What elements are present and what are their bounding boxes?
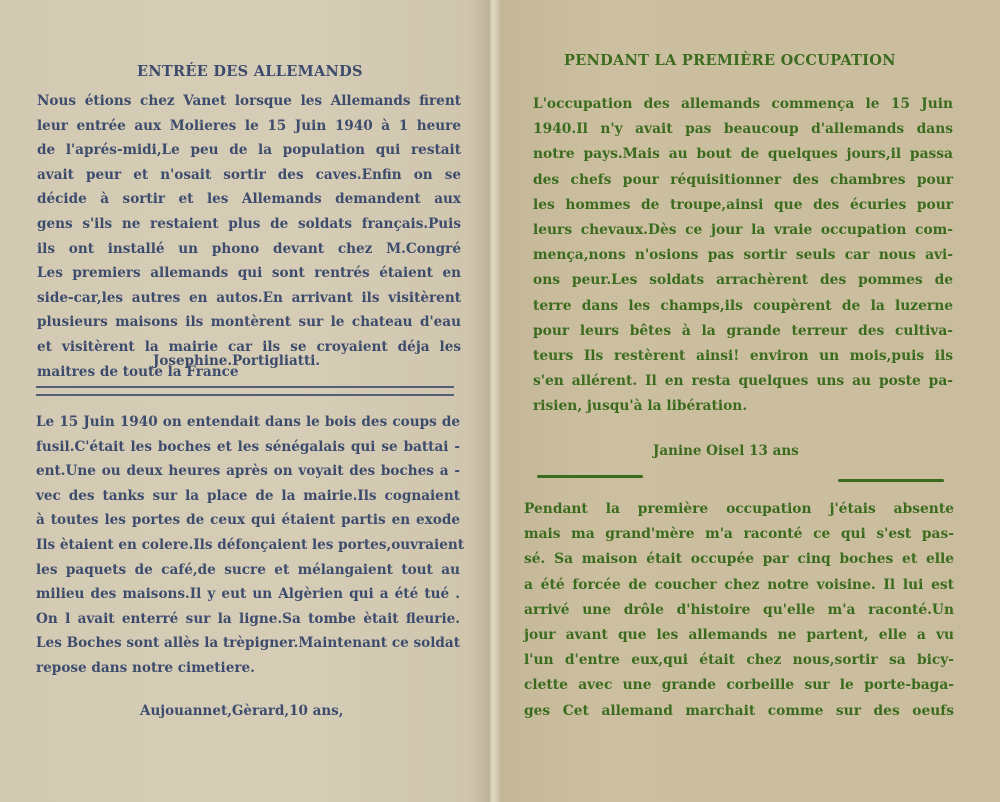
text-line: leur entrée aux Molieres le 15 Juin 1940 à 1 heure [37, 117, 461, 134]
divider-right [838, 479, 944, 482]
text-line: Le 15 Juin 1940 on entendait dans le bois des coups de [36, 414, 460, 430]
right-story-1 [533, 92, 953, 419]
text-line: milieu des maisons.Il y eut un Algèrien qui a été tué . [36, 586, 460, 603]
text-line: ges Cet allemand marchait comme sur des oeufs [524, 702, 954, 719]
left-story-2 [36, 410, 465, 681]
text-line: L'occupation des allemands commença le 15 Juin [533, 96, 953, 112]
section-divider [36, 386, 454, 396]
signature-josephine: Josephine.Portigliatti. [153, 353, 321, 369]
text-line: pour leurs bêtes à la grande terreur des cultiva- [533, 322, 953, 339]
text-line: mais ma grand'mère m'a raconté ce qui s'est pas- [524, 526, 954, 543]
text-line: teurs Ils restèrent ainsi! environ un mois,puis ils [533, 347, 953, 364]
text-line: plusieurs maisons ils montèrent sur le chateau d'eau [37, 314, 461, 331]
text-line: jour avant que les allemands ne partent, elle a vu [524, 626, 954, 643]
text-line: side-car,les autres en autos.En arrivant ils visitèrent [37, 289, 461, 306]
right-page-title: PENDANT LA PREMIÈRE OCCUPATION [564, 52, 896, 69]
text-line: ils ont installé un phono devant chez M.Congré [37, 240, 461, 257]
text-line: s'en allérent. Il en resta quelques uns au poste pa- [533, 373, 953, 390]
text-line: 1940.Il n'y avait pas beaucoup d'allemands dans [533, 121, 953, 138]
text-line: repose dans notre cimetiere. [36, 659, 255, 676]
text-line: Pendant la première occupation j'étais absente [524, 501, 954, 517]
text-line: gens s'ils ne restaient plus de soldats français.Puis [37, 215, 461, 232]
text-line: les hommes de troupe,ainsi que des écuries pour [533, 196, 953, 213]
text-line: risien, jusqu'à la libération. [533, 398, 748, 415]
text-line: maitres de toute la France [37, 363, 239, 380]
text-line: de l'aprés-midi,Le peu de la population qui restait [37, 142, 461, 159]
right-story-2 [524, 497, 954, 724]
left-page [0, 0, 488, 802]
text-line: fusil.C'était les boches et les sénégalais qui se battai - [36, 438, 460, 455]
text-line: l'un d'entre eux,qui était chez nous,sortir sa bicy- [524, 652, 954, 669]
text-line: Les Boches sont allès la trèpigner.Maintenant ce soldat [36, 635, 460, 652]
text-line: sé. Sa maison était occupée par cinq boches et elle [524, 551, 954, 568]
text-line: mença,nons n'osions pas sortir seuls car nous avi- [533, 247, 953, 264]
text-line: avait peur et n'osait sortir des caves.Enfin on se [37, 166, 461, 183]
text-line: terre dans les champs,ils coupèrent de la luzerne [533, 297, 953, 314]
text-line: ent.Une ou deux heures après on voyait des boches a - [36, 463, 460, 480]
text-line: arrivé une drôle d'histoire qu'elle m'a raconté.Un [524, 601, 954, 618]
text-line: a été forcée de coucher chez notre voisine. Il lui est [524, 576, 954, 593]
text-line: Les premiers allemands qui sont rentrés étaient en [37, 265, 461, 282]
divider-left [537, 475, 643, 478]
text-line: ons peur.Les soldats arrachèrent des pommes de [533, 272, 953, 289]
text-line: notre pays.Mais au bout de quelques jours,il passa [533, 146, 953, 163]
signature-janine: Janine Oisel 13 ans [653, 443, 799, 459]
text-line: leurs chevaux.Dès ce jour la vraie occupation com- [533, 221, 953, 238]
text-line: On l avait enterré sur la ligne.Sa tombe ètait fleurie. [36, 610, 460, 627]
text-line: Nous étions chez Vanet lorsque les Allemands firent [37, 93, 461, 109]
left-page-title: ENTRÉE DES ALLEMANDS [137, 63, 363, 80]
text-line: décide à sortir et les Allemands demandent aux [37, 191, 461, 208]
text-line: vec des tanks sur la place de la mairie.Ils cognaient [36, 487, 460, 504]
text-line: à toutes les portes de ceux qui étaient partis en exode [36, 512, 460, 529]
book-spine [488, 0, 500, 802]
signature-gerard: Aujouannet,Gèrard,10 ans, [140, 703, 344, 719]
right-page [500, 0, 1000, 802]
text-line: clette avec une grande corbeille sur le porte-baga- [524, 677, 954, 694]
text-line: des chefs pour réquisitionner des chambres pour [533, 171, 953, 188]
left-story-1 [37, 89, 461, 384]
text-line: et visitèrent la mairie car ils se croyaient déja les [37, 338, 461, 355]
text-line: les paquets de café,de sucre et mélangaient tout au [36, 561, 460, 578]
text-line: Ils ètaient en colere.Ils défonçaient les portes,ouvraient [36, 536, 465, 553]
